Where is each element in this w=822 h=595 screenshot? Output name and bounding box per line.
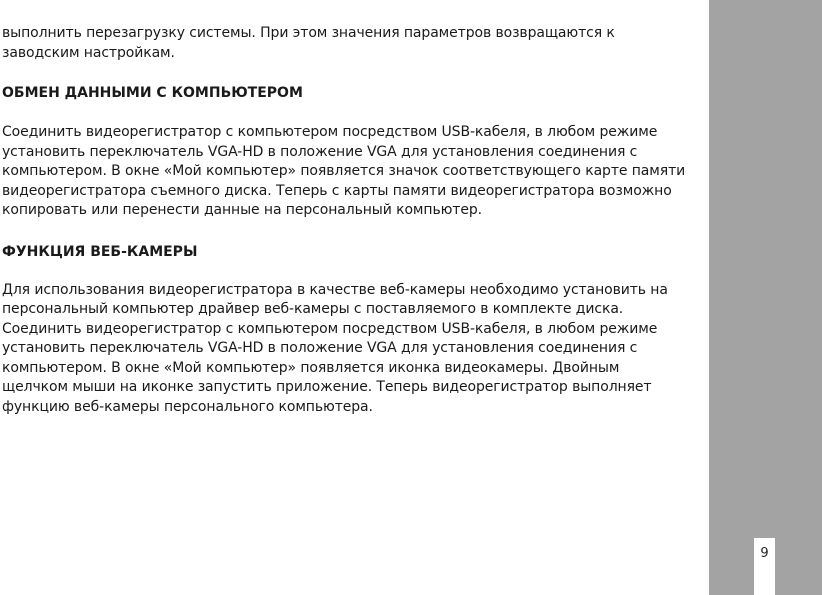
paragraph-line: копировать или перенести данные на персональный компьютер. xyxy=(2,202,482,218)
paragraph-line: щелчком мыши на иконке запустить приложение. Теперь видеорегистратор выполняет xyxy=(2,379,652,395)
manual-page-content xyxy=(2,24,702,417)
section-heading-data-exchange: ОБМЕН ДАННЫМИ С КОМПЬЮТЕРОМ xyxy=(2,85,303,101)
paragraph-line: компьютером. В окне «Мой компьютер» появляется иконка видеокамеры. Двойным xyxy=(2,359,620,376)
paragraph-line: Соединить видеорегистратор с компьютером посредством USB-кабеля, в любом режиме xyxy=(2,320,658,337)
paragraph-line: установить переключатель VGA-HD в положение VGA для установления соединения с xyxy=(2,340,638,356)
paragraph-line: видеорегистратора съемного диска. Теперь с карты памяти видеорегистратора возможно xyxy=(2,182,672,199)
side-margin-band xyxy=(709,0,822,595)
page-number-tab xyxy=(754,538,775,595)
data-exchange-paragraph xyxy=(2,123,702,221)
paragraph-line: функцию веб-камеры персонального компьютера. xyxy=(2,398,373,415)
webcam-paragraph xyxy=(2,281,702,418)
section-heading-webcam: ФУНКЦИЯ ВЕБ-КАМЕРЫ xyxy=(2,243,198,260)
paragraph-line: установить переключатель VGA-HD в положение VGA для установления соединения с xyxy=(2,143,638,160)
paragraph-line: компьютером. В окне «Мой компьютер» появляется значок соответствующего карте памяти xyxy=(2,163,686,179)
paragraph-line: Для использования видеорегистратора в качестве веб-камеры необходимо установить на xyxy=(2,281,668,298)
page-number: 9 xyxy=(760,546,769,561)
paragraph-line: заводским настройкам. xyxy=(2,44,175,61)
intro-paragraph xyxy=(2,24,702,63)
paragraph-line: выполнить перезагрузку системы. При этом значения параметров возвращаются к xyxy=(2,25,615,41)
paragraph-line: персональный компьютер драйвер веб-камеры с поставляемого в комплекте диска. xyxy=(2,301,624,317)
paragraph-line: Соединить видеорегистратор с компьютером посредством USB-кабеля, в любом режиме xyxy=(2,124,658,140)
